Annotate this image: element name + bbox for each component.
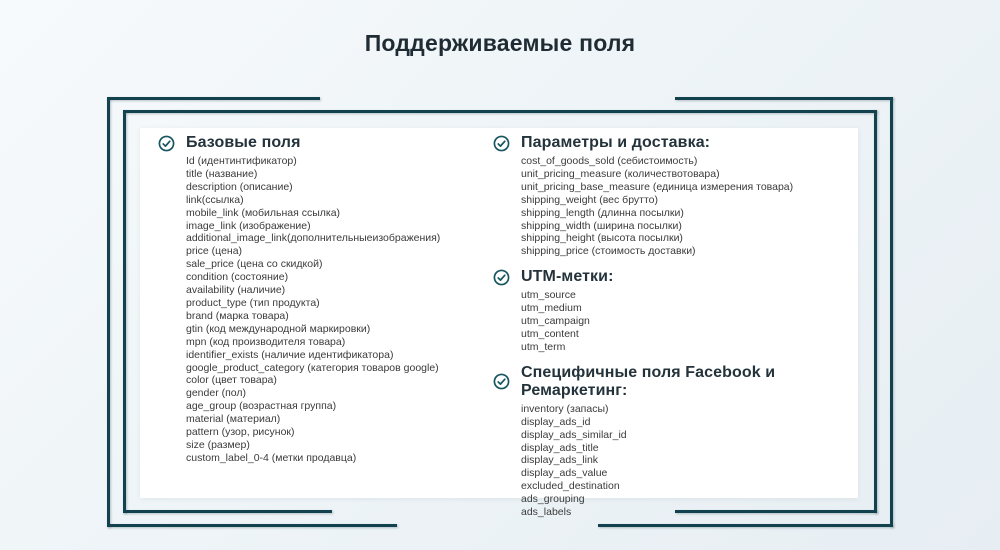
field-item: google_product_category (категория товаров google)	[186, 361, 439, 374]
field-item: utm_source	[521, 289, 576, 302]
field-item: custom_label_0-4 (метки продавца)	[186, 451, 357, 464]
left-column	[158, 134, 483, 475]
field-item: shipping_length (длинна посылки)	[521, 206, 684, 219]
field-item: availability (наличие)	[186, 284, 286, 297]
field-item: excluded_destination	[521, 480, 620, 493]
section-header	[493, 268, 853, 286]
field-item: product_type (тип продукта)	[186, 296, 320, 309]
field-item: inventory (запасы)	[521, 402, 609, 415]
field-item: shipping_width (ширина посылки)	[521, 219, 682, 232]
section-header	[493, 134, 853, 152]
field-section	[493, 268, 853, 354]
check-circle-icon	[493, 373, 510, 390]
field-item: shipping_height (высота посылки)	[521, 232, 683, 245]
field-item: pattern (узор, рисунок)	[186, 426, 295, 439]
frame-inner-bottom-left	[123, 510, 332, 513]
field-item: shipping_weight (вес брутто)	[521, 193, 659, 206]
field-item: image_link (изображение)	[186, 219, 311, 232]
field-item: utm_content	[521, 327, 579, 340]
field-item: age_group (возрастная группа)	[186, 400, 337, 413]
field-item: price (цена)	[186, 245, 243, 258]
field-item: display_ads_link	[521, 454, 599, 467]
field-item: display_ads_value	[521, 467, 608, 480]
field-item: ads_labels	[521, 506, 572, 519]
field-item: Id (идентинтификатор)	[186, 155, 297, 167]
field-section	[493, 134, 853, 258]
frame-outer-bottom-left	[107, 524, 397, 527]
frame-outer-top-right	[675, 97, 893, 100]
field-section	[158, 134, 483, 465]
field-item: display_ads_similar_id	[521, 428, 627, 441]
field-item: unit_pricing_measure (количествотовара)	[521, 167, 720, 180]
frame-inner-top	[123, 110, 877, 113]
field-item: additional_image_link(дополнительныеизображения)	[186, 232, 441, 245]
section-header	[493, 364, 853, 400]
frame-inner-right	[874, 110, 877, 513]
field-item: description (описание)	[186, 180, 293, 193]
field-item: material (материал)	[186, 413, 281, 426]
section-title: Базовые поля	[186, 134, 301, 151]
frame-outer-top-left	[107, 97, 320, 100]
field-item: display_ads_id	[521, 415, 591, 428]
field-item: display_ads_title	[521, 441, 599, 454]
field-item: utm_medium	[521, 302, 582, 315]
field-item: sale_price (цена со скидкой)	[186, 258, 323, 271]
frame-outer-right	[890, 97, 893, 527]
field-list	[158, 155, 483, 465]
section-header	[158, 134, 483, 152]
field-item: title (название)	[186, 167, 258, 180]
field-item: utm_term	[521, 340, 566, 353]
frame-inner-left	[123, 110, 126, 513]
field-section	[493, 364, 853, 519]
field-item: color (цвет товара)	[186, 374, 277, 387]
check-circle-icon	[158, 135, 175, 152]
field-item: link(ссылка)	[186, 193, 244, 206]
content-panel	[140, 128, 858, 519]
frame-outer-left	[107, 97, 110, 527]
page-title: Поддерживаемые поля	[364, 30, 636, 56]
field-item: mobile_link (мобильная ссылка)	[186, 206, 341, 219]
field-item: gender (пол)	[186, 387, 247, 400]
field-list	[493, 403, 853, 519]
check-circle-icon	[493, 135, 510, 152]
field-item: utm_campaign	[521, 315, 590, 328]
field-list	[493, 155, 853, 258]
section-title: UTM-метки:	[521, 268, 614, 286]
check-circle-icon	[493, 269, 510, 286]
field-item: mpn (код производителя товара)	[186, 335, 346, 348]
field-item: brand (марка товара)	[186, 309, 289, 322]
field-item: size (размер)	[186, 438, 250, 451]
field-item: shipping_price (стоимость доставки)	[521, 245, 696, 258]
field-item: cost_of_goods_sold (себистоимость)	[521, 155, 698, 167]
field-item: condition (состояние)	[186, 271, 289, 284]
field-item: ads_grouping	[521, 493, 585, 506]
section-title: Специфичные поля Facebook и Ремаркетинг:	[521, 363, 776, 399]
field-list	[493, 289, 853, 354]
section-title: Параметры и доставка:	[521, 134, 711, 151]
field-item: unit_pricing_base_measure (единица измерения товара)	[521, 180, 794, 193]
right-column	[493, 134, 853, 529]
field-item: gtin (код международной маркировки)	[186, 322, 371, 335]
field-item: identifier_exists (наличие идентификатора)	[186, 348, 394, 361]
